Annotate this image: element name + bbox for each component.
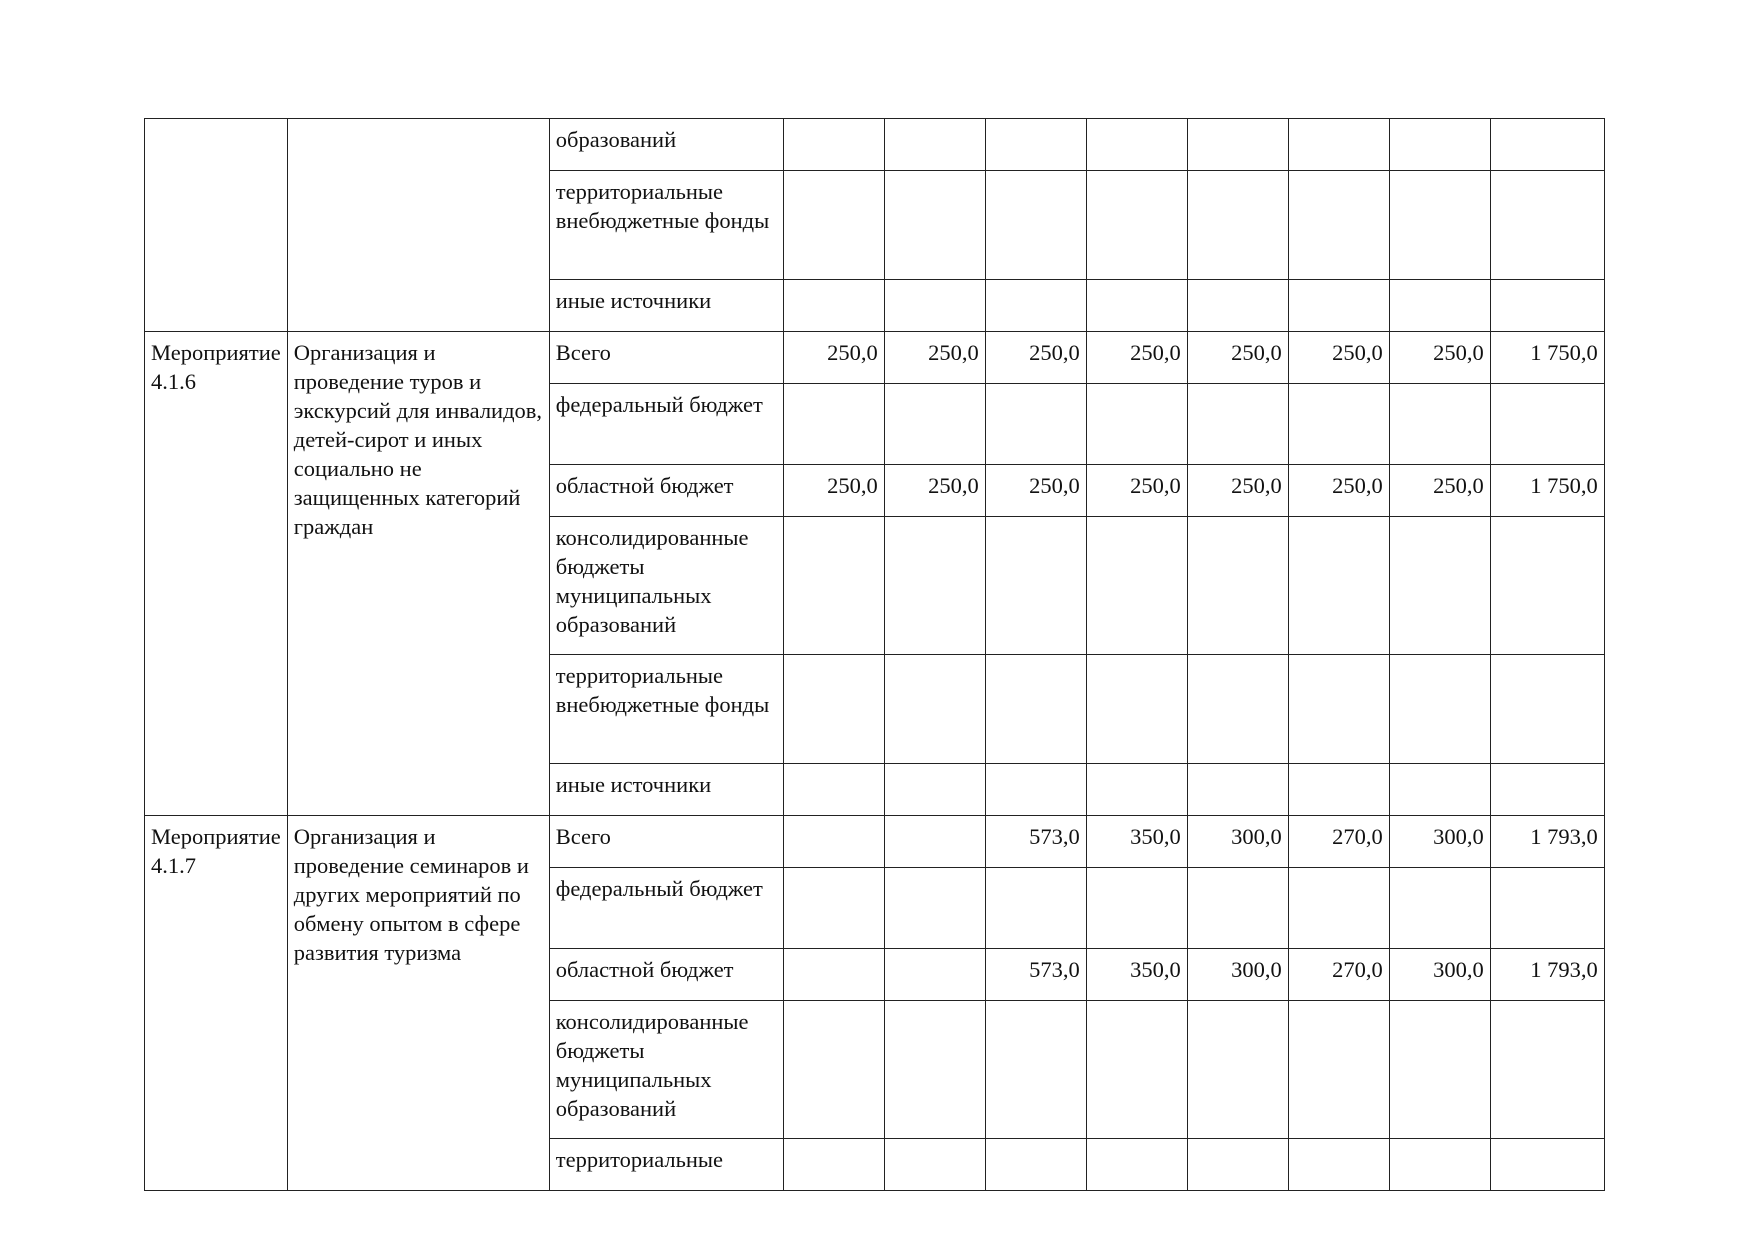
year-value-cell [1086,1139,1187,1191]
year-value-cell [985,1139,1086,1191]
source-cell: иные источники [549,764,783,816]
year-value-cell [1288,655,1389,764]
year-value-cell [985,764,1086,816]
year-value-cell [1086,868,1187,949]
year-value-cell: 270,0 [1288,816,1389,868]
year-value-cell [783,764,884,816]
year-value-cell [783,655,884,764]
source-cell: Всего [549,332,783,384]
year-value-cell: 270,0 [1288,949,1389,1001]
year-value-cell: 250,0 [1187,465,1288,517]
year-value-cell [1288,1139,1389,1191]
year-value-cell [1288,868,1389,949]
year-value-cell [884,655,985,764]
year-value-cell: 300,0 [1389,949,1490,1001]
year-value-cell: 250,0 [1187,332,1288,384]
source-cell: образований [549,119,783,171]
total-cell [1490,764,1604,816]
year-value-cell [1288,517,1389,655]
source-cell: территориальные внебюджетные фонды [549,655,783,764]
source-cell: областной бюджет [549,465,783,517]
total-cell: 1 750,0 [1490,332,1604,384]
year-value-cell: 250,0 [1288,465,1389,517]
year-value-cell [1288,1001,1389,1139]
financing-table [144,118,1605,1191]
year-value-cell: 250,0 [884,465,985,517]
year-value-cell: 573,0 [985,949,1086,1001]
year-value-cell: 300,0 [1389,816,1490,868]
measure-code-cell [145,119,288,332]
year-value-cell [1389,764,1490,816]
total-cell [1490,868,1604,949]
year-value-cell [1288,764,1389,816]
year-value-cell: 250,0 [1389,465,1490,517]
year-value-cell [884,816,985,868]
year-value-cell [985,1001,1086,1139]
year-value-cell [1187,1139,1288,1191]
year-value-cell: 300,0 [1187,816,1288,868]
year-value-cell [1389,384,1490,465]
source-cell: федеральный бюджет [549,384,783,465]
table-row [145,816,1605,868]
measure-code-cell: Мероприятие 4.1.7 [145,816,288,1191]
year-value-cell [884,1001,985,1139]
source-cell: Всего [549,816,783,868]
source-cell: территориальные внебюджетные фонды [549,171,783,280]
year-value-cell [1389,868,1490,949]
source-cell: федеральный бюджет [549,868,783,949]
year-value-cell: 300,0 [1187,949,1288,1001]
year-value-cell [1086,655,1187,764]
year-value-cell [1389,655,1490,764]
year-value-cell [884,1139,985,1191]
year-value-cell: 250,0 [985,332,1086,384]
year-value-cell: 250,0 [1086,465,1187,517]
measure-code-cell: Мероприятие 4.1.6 [145,332,288,816]
year-value-cell [783,949,884,1001]
source-cell: иные источники [549,280,783,332]
total-cell [1490,517,1604,655]
table-row [145,119,1605,171]
year-value-cell: 250,0 [1288,332,1389,384]
year-value-cell: 250,0 [1086,332,1187,384]
measure-name-cell: Организация и проведение туров и экскурсий для инвалидов, детей-сирот и иных социально не защищенных категорий граждан [287,332,549,816]
year-value-cell [783,1139,884,1191]
source-cell: консолидированные бюджеты муниципальных образований [549,517,783,655]
year-value-cell [1389,517,1490,655]
year-value-cell [884,764,985,816]
year-value-cell: 250,0 [884,332,985,384]
total-cell [1490,655,1604,764]
year-value-cell [783,384,884,465]
year-value-cell: 250,0 [985,465,1086,517]
year-value-cell [884,517,985,655]
total-cell [1490,1001,1604,1139]
total-cell [1490,384,1604,465]
year-value-cell: 250,0 [783,465,884,517]
year-value-cell [783,517,884,655]
total-cell: 1 793,0 [1490,949,1604,1001]
year-value-cell [884,384,985,465]
year-value-cell [884,868,985,949]
year-value-cell [1086,764,1187,816]
year-value-cell [783,1001,884,1139]
measure-name-cell: Организация и проведение семинаров и других мероприятий по обмену опытом в сфере развития туризма [287,816,549,1191]
source-cell: консолидированные бюджеты муниципальных образований [549,1001,783,1139]
year-value-cell [1187,655,1288,764]
total-cell: 1 793,0 [1490,816,1604,868]
measure-name-cell [287,119,549,332]
year-value-cell [985,517,1086,655]
table-row [145,332,1605,384]
year-value-cell: 250,0 [1389,332,1490,384]
year-value-cell [1086,384,1187,465]
year-value-cell: 573,0 [985,816,1086,868]
year-value-cell [1187,1001,1288,1139]
year-value-cell [1389,1001,1490,1139]
year-value-cell [1086,517,1187,655]
table-body [145,119,1605,1191]
source-cell: территориальные [549,1139,783,1191]
year-value-cell [783,816,884,868]
year-value-cell [985,655,1086,764]
year-value-cell [1187,868,1288,949]
year-value-cell [884,949,985,1001]
year-value-cell: 250,0 [783,332,884,384]
year-value-cell [1288,384,1389,465]
year-value-cell [1187,764,1288,816]
total-cell: 1 750,0 [1490,465,1604,517]
total-cell [1490,1139,1604,1191]
year-value-cell [985,384,1086,465]
year-value-cell [1187,517,1288,655]
year-value-cell [985,868,1086,949]
year-value-cell: 350,0 [1086,949,1187,1001]
year-value-cell [1389,1139,1490,1191]
year-value-cell [783,868,884,949]
year-value-cell: 350,0 [1086,816,1187,868]
year-value-cell [1187,384,1288,465]
year-value-cell [1086,1001,1187,1139]
source-cell: областной бюджет [549,949,783,1001]
